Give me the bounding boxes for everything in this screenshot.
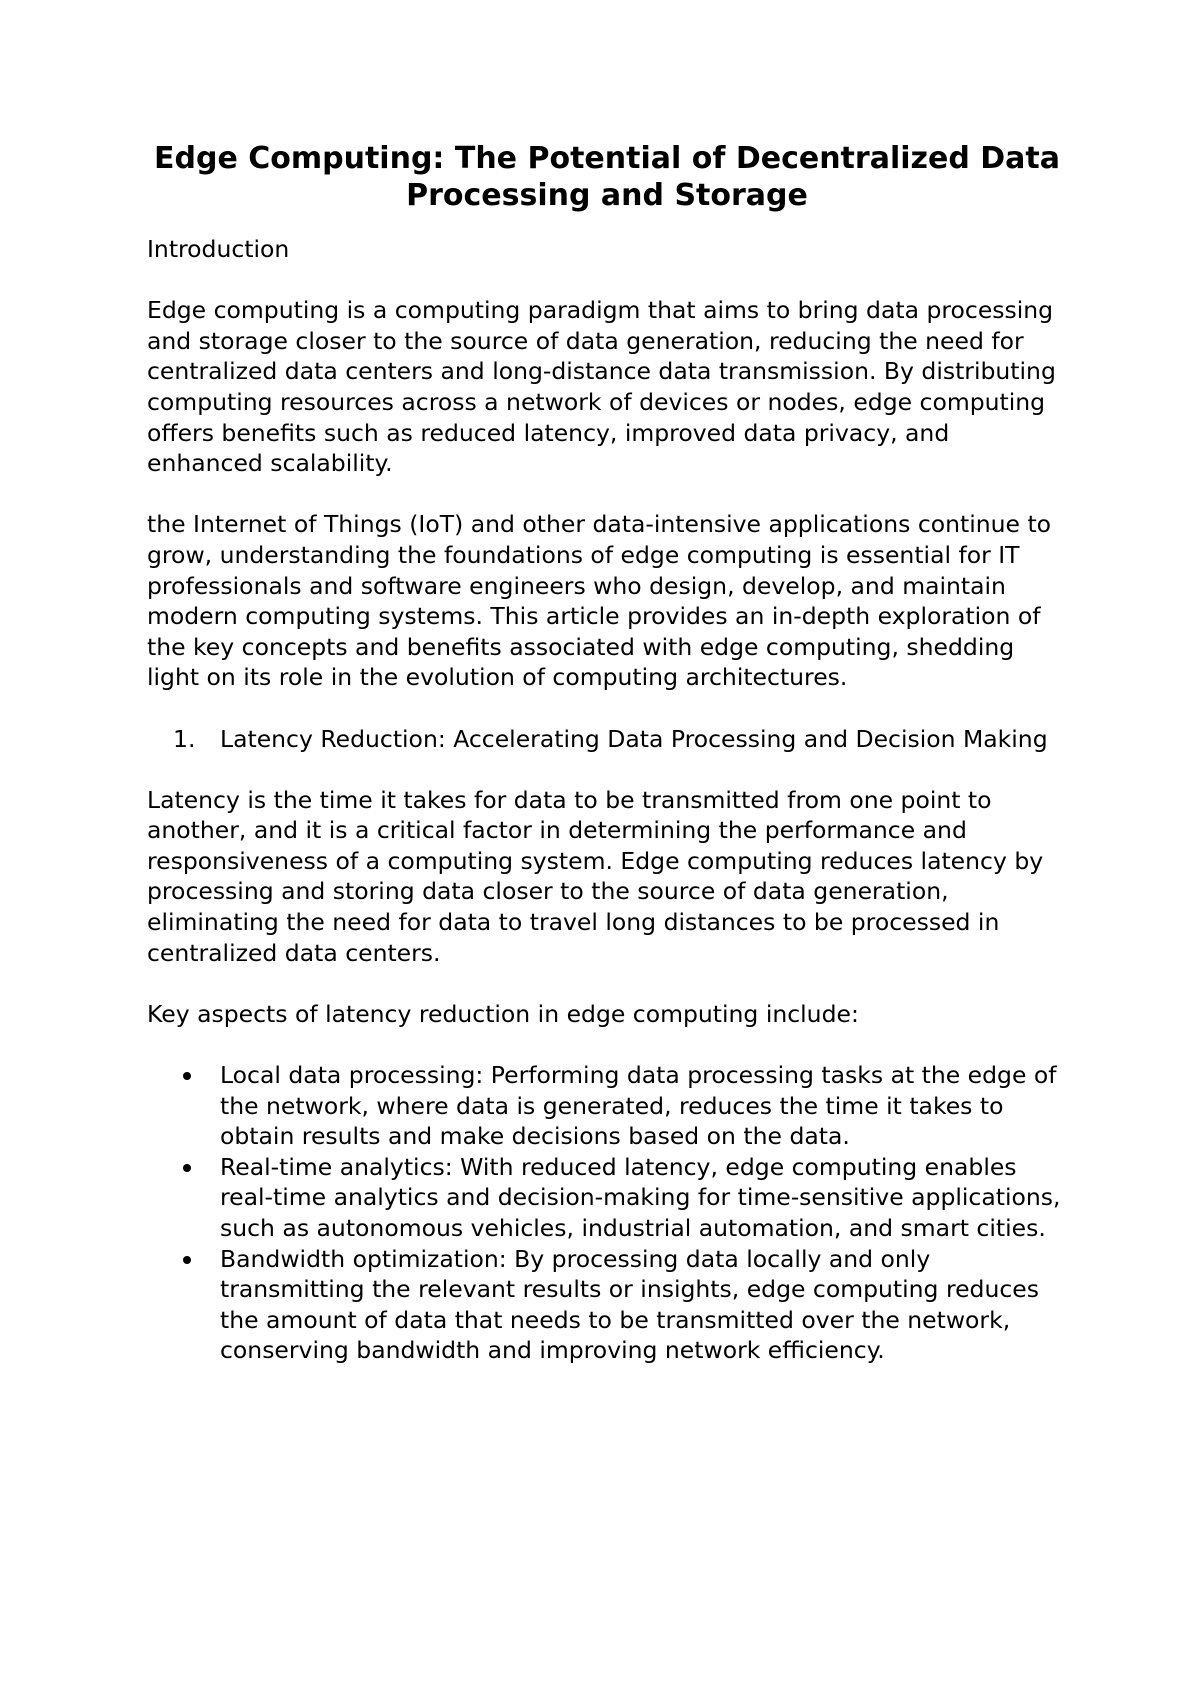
- list-item: [147, 1244, 1067, 1366]
- paragraph-intro: Edge computing is a computing paradigm that aims to bring data processing and storage closer to the source of data generation, reducing the need for centralized data centers and long-distance data transmission. By distributing computing resources across a network of devices or nodes, edge computing offers benefits such as reduced latency, improved data privacy, and enhanced scalability.: [147, 296, 1056, 478]
- document-page: [147, 140, 1067, 1366]
- intro-heading: Introduction: [147, 235, 290, 263]
- paragraph-latency: Latency is the time it takes for data to be transmitted from one point to another, and it is a critical factor in determining the performance and responsiveness of a computing system. Edge computing reduces latency by processing and storing data closer to the source of data generation, eliminating the need for data to travel long distances to be processed in centralized data centers.: [147, 785, 1044, 967]
- numbered-list: [147, 724, 1067, 755]
- document-title: Edge Computing: The Potential of Decentralized Data Processing and Storage: [154, 141, 1060, 213]
- list-item-text: Local data processing: Performing data processing tasks at the edge of the network, where data is generated, reduces the time it takes to obtain results and make decisions based on the data.: [220, 1061, 1057, 1151]
- list-item-text: Bandwidth optimization: By processing data locally and only transmitting the relevant results or insights, edge computing reduces the amount of data that needs to be transmitted over the network, conserving bandwidth and improving network efficiency.: [220, 1244, 1039, 1365]
- numbered-list-item: [147, 724, 1067, 755]
- paragraph-key-aspects: Key aspects of latency reduction in edge computing include:: [147, 999, 859, 1028]
- bullet-icon: [183, 1164, 191, 1172]
- paragraph-iot: the Internet of Things (IoT) and other data-intensive applications continue to grow, understanding the foundations of edge computing is essential for IT professionals and software engineers who design, develop, and maintain modern computing systems. This article provides an in-depth exploration of the key concepts and benefits associated with edge computing, shedding light on its role in the evolution of computing architectures.: [147, 510, 1052, 692]
- bullet-list: [147, 1060, 1067, 1366]
- section-heading: Latency Reduction: Accelerating Data Processing and Decision Making: [220, 724, 1048, 753]
- list-item: [147, 1152, 1067, 1244]
- bullet-icon: [183, 1256, 191, 1264]
- bullet-icon: [183, 1072, 191, 1080]
- list-number: 1.: [173, 724, 196, 753]
- list-item: [147, 1060, 1067, 1152]
- list-item-text: Real-time analytics: With reduced latency, edge computing enables real-time analytics and decision-making for time-sensitive applications, such as autonomous vehicles, industrial automation, and smart cities.: [220, 1152, 1061, 1242]
